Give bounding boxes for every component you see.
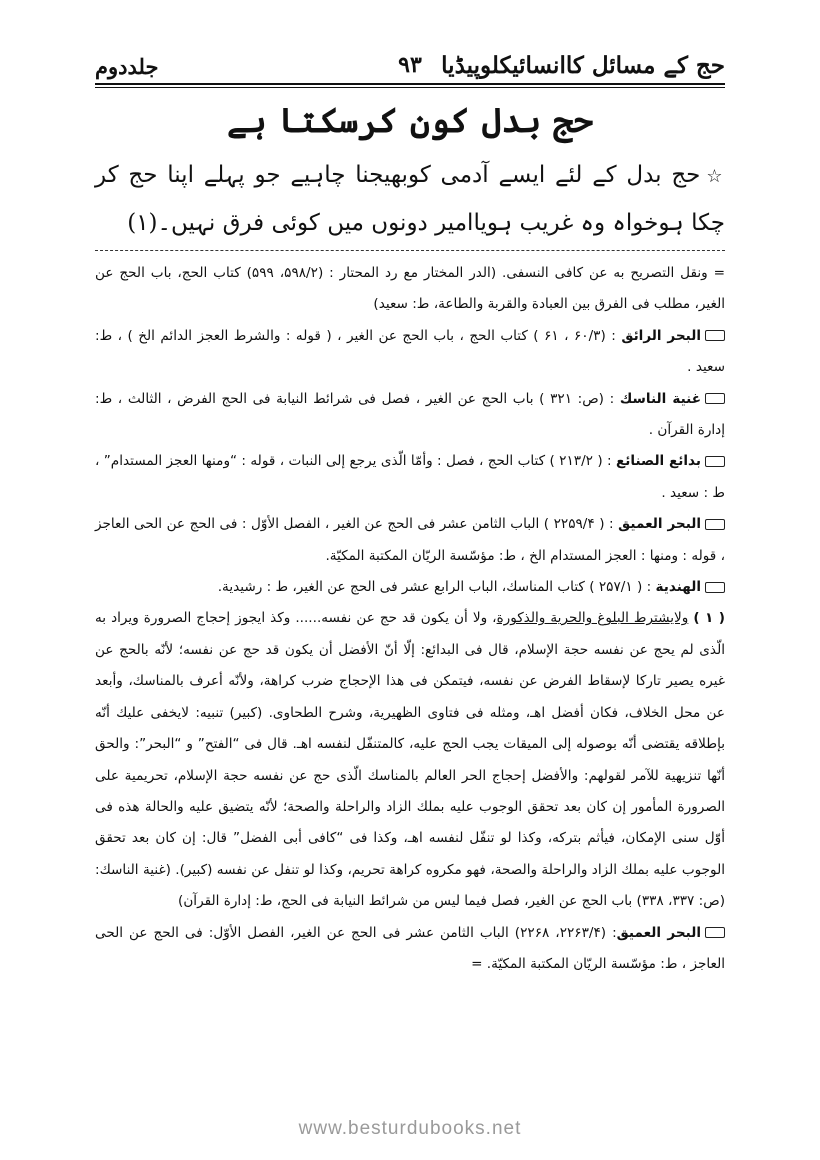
- reference-marker-icon: [705, 519, 725, 530]
- reference-marker-icon: [705, 927, 725, 938]
- header-rule: [95, 83, 725, 85]
- reference-entry: بدائع الصنائع : ( ۲۱۳/۲ ) كتاب الحج ، فصل : وأمّا الّذى يرجع إلى النبات ، قوله : “ومنها العجز المستدام” ، ط : سعيد .: [95, 453, 725, 501]
- reference-marker-icon: [705, 582, 725, 593]
- website-footer: www.besturdubooks.net: [298, 1118, 522, 1139]
- reference-entry: البحر العميق: (۲۲۶۳/۴، ۲۲۶۸) الباب الثامن عشر فى الحج عن الغير، الفصل الأوّل: فى الحج عن الحى العاجز ، ط: مؤسّسة الريّان المكتبة المكيّة. =: [95, 924, 725, 972]
- header-rule-thin: [95, 87, 725, 88]
- reference-entry: = ونقل التصريح به عن كافى النسفى. (الدر المختار مع رد المحتار : (۵۹۸/۲، ۵۹۹) كتاب الحج، باب الحج عن الغير، مطلب فى الفرق بين العبادة والقربة والطاعة، ط: سعيد): [95, 265, 725, 313]
- reference-marker-icon: [705, 330, 725, 341]
- reference-entry: غنية الناسك : (ص: ۳۲۱ ) باب الحج عن الغير ، فصل فى شرائط النيابة فى الحج الفرض ، الثالث ، ط: إدارة القرآن .: [95, 390, 725, 439]
- section-heading: حج بدل کون کرسکتا ہے: [226, 101, 594, 141]
- main-text: حج بدل کے لئے ایسے آدمی کوبھیجنا چاہیے جو پہلے اپنا حج کر چکا ہوخواہ وہ غریب ہویاامیر دونوں میں کوئی فرق نہیں۔(۱): [95, 162, 725, 236]
- reference-marker-icon: [705, 456, 725, 467]
- main-paragraph: [95, 152, 725, 246]
- footnote-note: ( ۱ ) ولايشترط البلوغ والحرية والذكورة، ولا أن يكون قد حج عن نفسه...... وكذ ايجوز إحجاج الصرورة ويراد به الّذى لم يحج عن نفسه حجة الإسلام، قال فى البدائع: إلّا أنّ الأفضل أن يكون قد حج عن نفسه؛ لأنّه بالحج عن غيره يصير تاركا لإسقاط الفرض عن نفسه، فيتمكن فى هذا الإحجاج ضرب كراهة، ولأنّه أعرف بالمناسك، وأبعد عن محل الخلاف، فكان أفضل اهـ، ومثله فى فتاوى الظهيرية، وشرح الطحاوى. (كبير) تنبيه: لايخفى عليك أنّه بإطلاقه يقتضى أنّه بوصوله إلى الميقات يجب الحج عليه، كالمتنفّل لنفسه اهـ. قال فى “الفتح” و “البحر”: والحق أنّها تنزيهية للآمر لقولهم: والأفضل إحجاج الحر العالم بالمناسك الّذى حج عن نفسه حجة الإسلام، تحريمية على الصرورة المأمور إن كان بعد تحقق الوجوب عليه بملك الزاد والراحلة والصحة؛ لأنّه يتضيق عليه والحالة هذه فى أوّل سنى الإمكان، فيأثم بتركه، وكذا لو تنفّل لنفسه اهـ، وكذا فى “كافى أبى الفضل” قال: إن كان بعد تحقق الوجوب عليه بملك الزاد والراحلة والصحة، فهو مكروه كراهة تحريم، وكذا لو تنفل عن نفسه (كبير). (غنية الناسك: (ص: ۳۳۷، ۳۳۸) باب الحج عن الغير، فصل فيما ليس من شرائط النيابة فى الحج، ط: إدارة القرآن): [95, 610, 725, 910]
- volume-label: جلددوم: [95, 54, 159, 79]
- book-title: حج کے مسائل کاانسائیکلوپیڈیا: [441, 52, 725, 79]
- page-number: ۹۳: [398, 52, 422, 78]
- star-icon: ☆: [706, 166, 725, 187]
- footnotes: [95, 258, 725, 980]
- reference-entry: الهندية : ( ۲۵۷/۱ ) كتاب المناسك، الباب الرابع عشر فى الحج عن الغير، ط : رشيدية.: [95, 572, 725, 603]
- reference-entry: البحر العميق : ( ۲۲۵۹/۴ ) الباب الثامن عشر فى الحج عن الغير ، الفصل الأوّل : فى الحج عن الحى العاجز ، قوله : ومنها : العجز المستدام الخ ، ط: مؤسّسة الريّان المكتبة المكيّة.: [95, 516, 725, 564]
- reference-entry: البحر الرائق : (۶۰/۳ ، ۶۱ ) كتاب الحج ، باب الحج عن الغير ، ( قوله : والشرط العجز الدائم الخ ) ، ط: سعيد .: [95, 327, 725, 376]
- footnote-separator: [95, 250, 725, 251]
- running-header: [95, 48, 725, 88]
- reference-marker-icon: [705, 393, 725, 404]
